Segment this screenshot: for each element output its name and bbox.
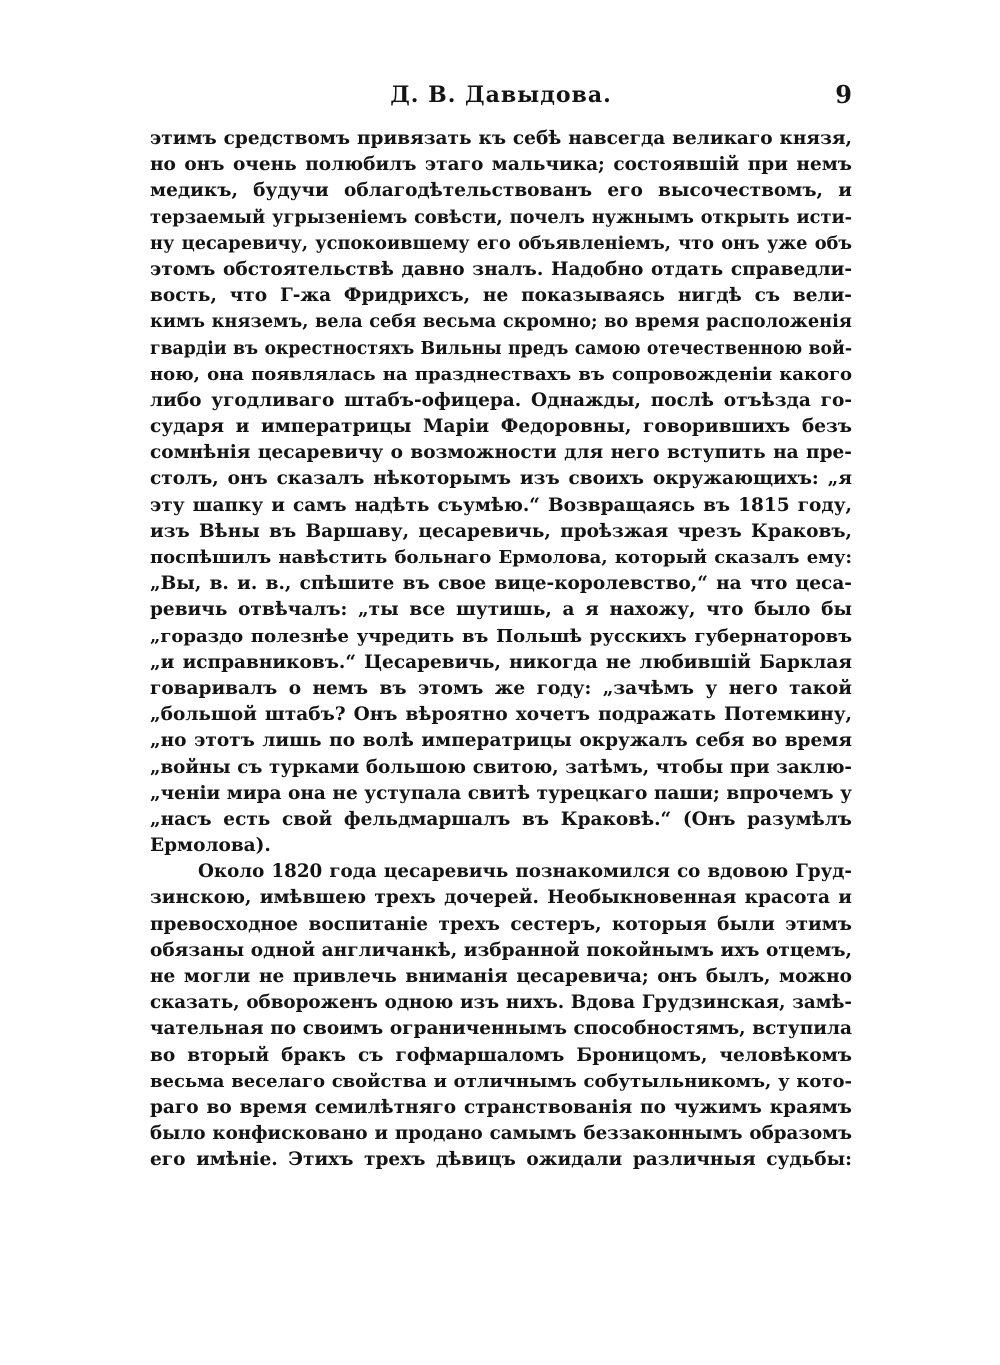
text-line: зинскою, имѣвшею трехъ дочерей. Необыкновенная красота и: [150, 887, 852, 909]
text-line: во вторый бракъ съ гофмаршаломъ Броницомъ, человѣкомъ: [150, 1044, 852, 1066]
text-line: либо угодливаго штабъ-офицера. Однажды, послѣ отъѣзда го-: [150, 389, 852, 411]
text-line: этимъ средствомъ привязать къ себѣ навсегда великаго князя,: [150, 128, 852, 149]
text-line: вость, что Г-жа Фридрихсъ, не показываясь нигдѣ съ вели-: [150, 285, 852, 307]
text-line: чательная по своимъ ограниченнымъ способностямъ, вступила: [150, 1018, 852, 1040]
text-line: этомъ обстоятельствѣ давно зналъ. Надобно отдать справедли-: [150, 258, 852, 280]
text-line: говаривалъ о немъ въ этомъ же году: „зачѣмъ у него такой: [150, 677, 852, 699]
text-line: „Вы, в. и. в., спѣшите въ свое вице-королевство,“ на что цеса-: [150, 573, 852, 595]
text-line: „но этотъ лишь по волѣ императрицы окружалъ себя во время: [150, 730, 852, 752]
paragraph-end-line: Ермолова).: [150, 835, 271, 857]
text-line: его имѣніе. Этихъ трехъ дѣвицъ ожидали различныя судьбы:: [150, 1149, 852, 1171]
text-line: но онъ очень полюбилъ этаго мальчика; состоявшій при немъ: [150, 154, 852, 176]
text-line: ну цесаревичу, успокоившему его объявленіемъ, что онъ уже объ: [150, 232, 852, 254]
text-line: „ченіи мира она не уступала свитѣ турецкаго паши; впрочемъ у: [150, 782, 852, 804]
text-line: „большой штабъ? Онъ вѣроятно хочетъ подражать Потемкину,: [150, 704, 852, 726]
text-line: не могли не привлечь вниманія цесаревича; онъ былъ, можно: [150, 966, 852, 987]
text-line: ною, она появлялась на празднествахъ въ сопровожденіи какого: [150, 363, 852, 385]
text-line: изъ Вѣны въ Варшаву, цесаревичь, проѣзжая чрезъ Краковъ,: [150, 520, 852, 542]
text-line: „гораздо полезнѣе учредить въ Польшѣ русскихъ губернаторовъ: [150, 625, 852, 647]
text-line: ревичь отвѣчалъ: „ты все шутишь, а я нахожу, что было бы: [150, 599, 852, 621]
text-line: было конфисковано и продано самымъ беззаконнымъ образомъ: [150, 1123, 852, 1145]
running-title: Д. В. Давыдова.: [390, 82, 612, 108]
text-line: „и исправниковъ.“ Цесаревичь, никогда не любившій Барклая: [150, 651, 852, 673]
text-line: гвардіи въ окрестностяхъ Вильны предъ самою отечественною вой-: [150, 338, 852, 359]
text-line: терзаемый угрызеніемъ совѣсти, почелъ нужнымъ открыть исти-: [150, 206, 852, 228]
text-line: превосходное воспитаніе трехъ сестеръ, которыя были этимъ: [150, 913, 852, 935]
text-line: столъ, онъ сказалъ нѣкоторымъ изъ своихъ окружающихъ: „я: [150, 468, 852, 490]
text-line: поспѣшилъ навѣстить больнаго Ермолова, который сказалъ ему:: [150, 547, 852, 568]
text-line: обязаны одной англичанкѣ, избранной покойнымъ ихъ отцемъ,: [150, 939, 852, 961]
text-line: сударя и императрицы Маріи Федоровны, говорившихъ безъ: [150, 416, 852, 438]
text-line: сказать, обвороженъ одною изъ нихъ. Вдова Грудзинская, замѣ-: [150, 992, 852, 1014]
text-line: раго во время семилѣтняго странствованія по чужимъ краямъ: [150, 1096, 852, 1118]
running-header: [150, 78, 852, 112]
paragraph-start-line: Около 1820 года цесаревичь познакомился со вдовою Груд-: [198, 861, 852, 883]
text-line: медикъ, будучи облагодѣтельствованъ его высочествомъ, и: [150, 180, 852, 202]
text-line: кимъ княземъ, вела себя весьма скромно; во время расположенія: [150, 311, 852, 333]
text-line: эту шапку и самъ надѣть съумѣю.“ Возвращаясь въ 1815 году,: [150, 494, 852, 516]
page-number: 9: [835, 80, 852, 109]
body-text: [150, 126, 852, 1174]
text-line: „насъ есть свой фельдмаршалъ въ Краковѣ.“ (Онъ разумѣлъ: [150, 808, 852, 830]
text-line: сомнѣнія цесаревичу о возможности для него вступить на пре-: [150, 442, 852, 464]
text-line: „войны съ турками большою свитою, затѣмъ, чтобы при заклю-: [150, 756, 852, 778]
text-line: весьма веселаго свойства и отличнымъ собутыльникомъ, у кото-: [150, 1070, 852, 1092]
